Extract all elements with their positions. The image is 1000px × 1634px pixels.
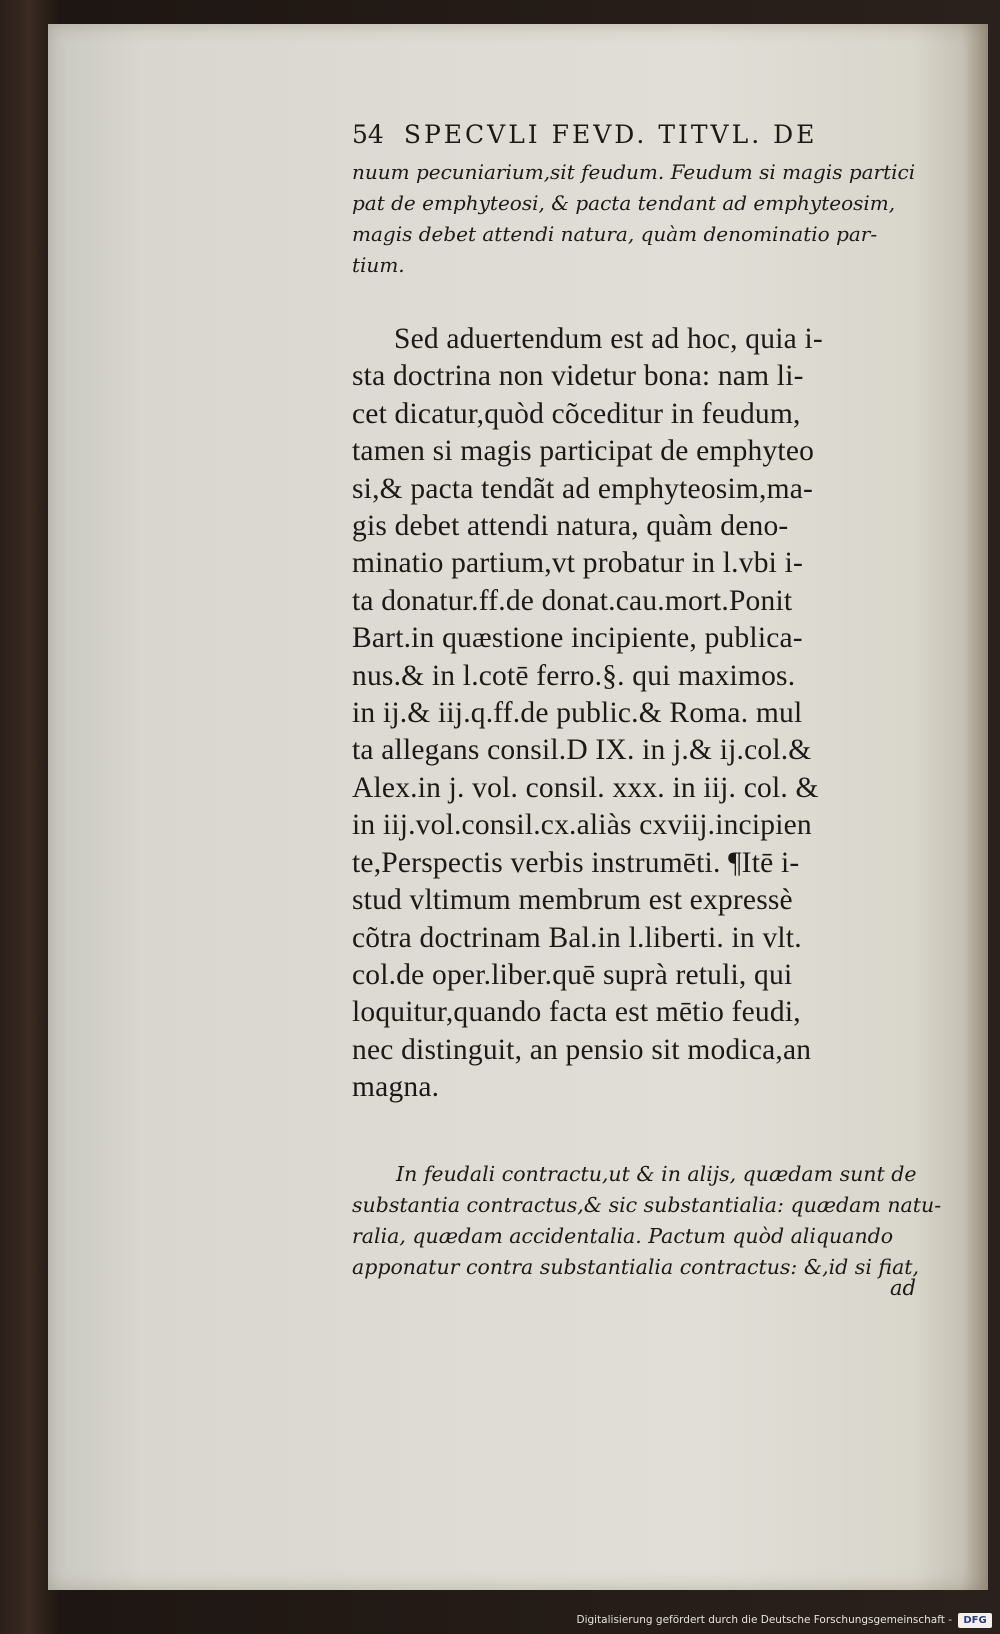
text-line: in iij.vol.consil.cx.aliàs cxviij.incipien [352, 809, 812, 842]
text-line: cet dicatur,quòd cõceditur in feudum, [352, 397, 801, 430]
text-line: ralia, quædam accidentalia. Pactum quòd aliquando [352, 1223, 894, 1248]
text-line: sta doctrina non videtur bona: nam li- [352, 360, 804, 393]
running-title: SPECVLI FEVD. TITVL. DE [403, 120, 818, 149]
text-line: Bart.in quæstione incipiente, publica- [352, 622, 803, 655]
text-block [352, 120, 950, 1283]
text-line: stud vltimum membrum est expressè [352, 884, 793, 917]
dfg-logo: DFG [958, 1613, 992, 1628]
text-line: gis debet attendi natura, quàm deno- [352, 510, 789, 543]
page-number: 54 [352, 120, 384, 149]
text-line: nec distinguit, an pensio sit modica,an [352, 1033, 812, 1066]
text-line: loquitur,quando facta est mētio feudi, [352, 996, 801, 1029]
running-head [352, 120, 950, 149]
summary-paragraph-2 [352, 1159, 950, 1283]
text-line: col.de oper.liber.quē suprà retuli, qui [352, 958, 793, 991]
text-line: Sed aduertendum est ad hoc, quia i- [394, 323, 823, 355]
text-line: tium. [352, 253, 405, 277]
text-line: magna. [352, 1071, 440, 1104]
text-line: ta donatur.ff.de donat.cau.mort.Ponit [352, 584, 793, 617]
text-line: minatio partium,vt probatur in l.vbi i- [352, 547, 804, 580]
catchword: ad [890, 1276, 916, 1300]
text-line: cõtra doctrinam Bal.in l.liberti. in vlt. [352, 921, 802, 954]
text-line: pat de emphyteosi, & pacta tendant ad emphyteosim, [352, 191, 896, 215]
text-line: substantia contractus,& sic substantialia: quædam natu- [352, 1192, 942, 1217]
text-line: te,Perspectis verbis instrumēti. ¶Itē i- [352, 846, 800, 879]
summary-paragraph-1 [352, 157, 950, 281]
text-line: tamen si magis participat de emphyteo [352, 435, 815, 468]
text-line: apponatur contra substantialia contractus: &,id si fiat, [352, 1254, 920, 1279]
text-line: nus.& in l.cotē ferro.§. qui maximos. [352, 659, 796, 692]
digitization-credit: Digitalisierung gefördert durch die Deutsche Forschungsgemeinschaft - [576, 1614, 952, 1626]
body-paragraph [352, 321, 950, 1107]
text-line: ta allegans consil.D IX. in j.& ij.col.& [352, 734, 812, 767]
text-line: nuum pecuniarium,sit feudum. Feudum si magis partici [352, 160, 916, 184]
text-line: In feudali contractu,ut & in alijs, quædam sunt de [396, 1161, 917, 1186]
text-line: in ij.& iij.q.ff.de public.& Roma. mul [352, 697, 803, 730]
text-line: si,& pacta tendãt ad emphyteosim,ma- [352, 472, 814, 505]
text-line: Alex.in j. vol. consil. xxx. in iij. col. & [352, 771, 819, 804]
text-line: magis debet attendi natura, quàm denominatio par- [352, 222, 878, 246]
page-gutter-shadow [962, 24, 988, 1590]
